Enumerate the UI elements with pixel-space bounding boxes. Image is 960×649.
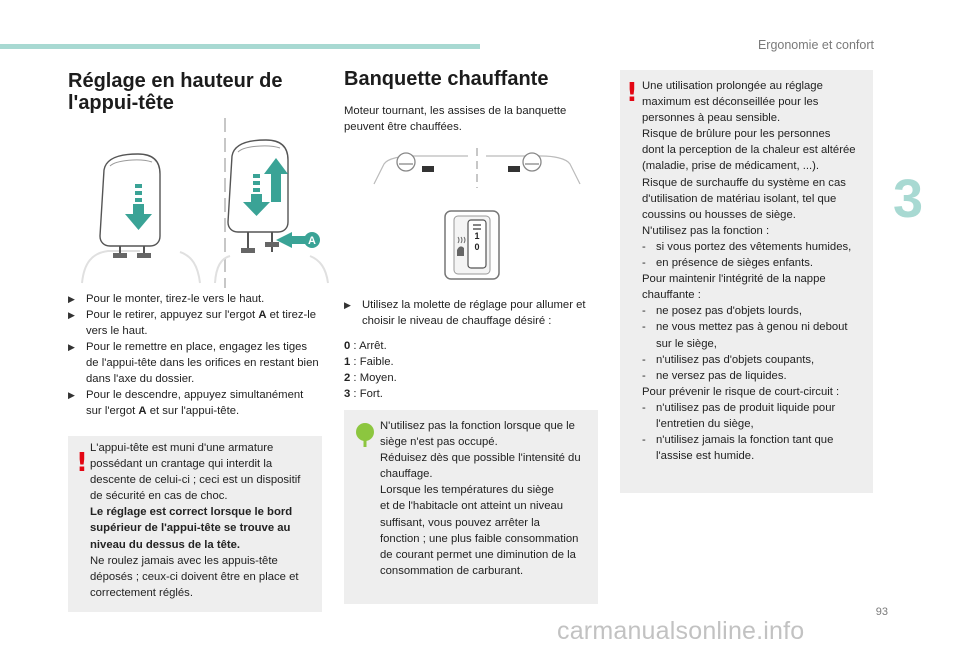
warning-line-text: maximum est déconseillée pour les [642, 96, 819, 109]
warning-line [642, 368, 872, 384]
heating-level-row [344, 338, 397, 354]
heating-knob-illustration [444, 210, 500, 280]
step-text: Pour le remettre en place, engagez les tiges de l'appui-tête dans les orifices en restant bien dans l'axe du dossier. [86, 341, 319, 385]
heated-bench-warning-text [642, 78, 872, 464]
eco-line: Réduisez dès que possible l'intensité du [380, 452, 581, 465]
warning-line [642, 158, 872, 174]
warning-line [642, 78, 872, 94]
heating-level-row [344, 370, 397, 386]
eco-line: et de l'habitacle ont atteint un niveau [380, 500, 564, 513]
warning-line: déposés ; ceux-ci doivent être en place et [90, 570, 299, 583]
warning-line: de sécurité en cas de choc. [90, 490, 228, 503]
warning-line-text: Pour maintenir l'intégrité de la nappe [642, 273, 826, 286]
heating-level-row [344, 386, 397, 402]
bullet-icon: ▶ [68, 294, 75, 304]
warning-line [642, 126, 872, 142]
warning-line [642, 207, 872, 223]
warning-line [642, 287, 872, 303]
level-key: 2 [344, 372, 351, 384]
warning-line-text: en présence de sièges enfants. [656, 257, 814, 270]
warning-exclamation-icon: ! [626, 78, 638, 108]
headrest-steps [68, 291, 322, 419]
eco-line: siège n'est pas occupé. [380, 436, 498, 449]
warning-line-text: chauffante : [642, 289, 701, 302]
headrest-warning-text [90, 440, 318, 601]
warning-line: descente de celui-ci ; ceci est un dispositif [90, 474, 301, 487]
warning-line [642, 223, 872, 239]
level-text: : Faible. [350, 356, 394, 368]
knob-label-0: 0 [474, 242, 480, 252]
headrest-step-item [68, 307, 322, 339]
eco-line: Lorsque les températures du siège [380, 484, 554, 497]
dash-marker: - [642, 369, 646, 382]
headrest-step-item [68, 291, 322, 307]
warning-line [642, 239, 872, 255]
warning-line-text: dont la perception de la chaleur est altérée [642, 144, 856, 157]
warning-line-text: Pour prévenir le risque de court-circuit : [642, 385, 840, 398]
knob-label-1: 1 [474, 231, 480, 241]
warning-line [642, 94, 872, 110]
eco-line: chauffage. [380, 468, 433, 481]
warning-line: Ne roulez jamais avec les appuis-tête [90, 554, 278, 567]
level-key: 3 [344, 388, 351, 400]
warning-line-text: n'utilisez pas de produit liquide pour [656, 401, 836, 414]
warning-line-text: l'assise est humide. [656, 450, 755, 463]
dash-marker: - [642, 240, 646, 253]
warning-line-text: (maladie, prise de médicament, ...). [642, 160, 820, 173]
headrest-illustration [80, 118, 330, 288]
warning-line [642, 303, 872, 319]
headrest-step-item [68, 387, 322, 419]
bullet-icon: ▶ [68, 310, 75, 320]
warning-line-text: personnes à peau sensible. [642, 112, 781, 125]
warning-line: niveau du dessus de la tête. [90, 538, 241, 551]
eco-line: de courant permet une diminution de la [380, 548, 576, 561]
eco-line: N'utilisez pas la fonction lorsque que le [380, 420, 575, 432]
dash-marker: - [642, 321, 646, 334]
warning-line [642, 191, 872, 207]
bullet-icon: ▶ [344, 300, 351, 310]
page-number: 93 [875, 606, 888, 618]
warning-line [642, 384, 872, 400]
warning-exclamation-icon: ! [76, 448, 88, 478]
warning-line-text: sur le siège, [656, 337, 717, 350]
warning-line: possédant un crantage qui interdit la [90, 458, 273, 471]
warning-line-text: d'utilisation de matériau isolant, tel que [642, 192, 837, 205]
dash-marker: - [642, 434, 646, 447]
level-text: : Moyen. [350, 372, 397, 384]
warning-line-text: si vous portez des vêtements humides, [656, 240, 852, 253]
watermark: carmanualsonline.info [557, 617, 805, 645]
header-accent-bar [0, 44, 480, 49]
step-text: et sur l'appui-tête. [146, 405, 240, 417]
warning-line [642, 352, 872, 368]
eco-tip-text [380, 418, 594, 579]
level-text: : Fort. [350, 388, 383, 400]
step-text: Pour le retirer, appuyez sur l'ergot [86, 309, 259, 321]
warning-line-text: ne vous mettez pas à genou ni debout [656, 321, 848, 334]
dash-marker: - [642, 401, 646, 414]
heated-bench-intro: Moteur tournant, les assises de la banquette peuvent être chauffées. [344, 105, 567, 133]
step-text: et tirez-le vers le haut. [86, 309, 317, 337]
warning-line: correctement réglés. [90, 586, 193, 599]
heating-levels [344, 338, 397, 402]
warning-line-text: coussins ou housses de siège. [642, 208, 796, 221]
section-header: Ergonomie et confort [757, 38, 874, 52]
pointer-arrow-icon [276, 232, 308, 248]
eco-line: fonction ; une plus faible consommation [380, 532, 579, 545]
ergot-label: A [138, 405, 147, 417]
headrest-step-item [68, 339, 322, 387]
warning-line [642, 142, 872, 158]
level-key: 0 [344, 340, 351, 352]
chapter-number: 3 [893, 169, 924, 229]
warning-line: L'appui-tête est muni d'une armature [90, 442, 274, 454]
headrest-title: Réglage en hauteur de l'appui-tête [68, 70, 283, 114]
warning-line [642, 416, 872, 432]
warning-line-text: Une utilisation prolongée au réglage [642, 80, 823, 92]
warning-line-text: n'utilisez pas d'objets coupants, [656, 353, 815, 366]
warning-line [642, 432, 872, 448]
bullet-icon: ▶ [68, 390, 75, 400]
warning-line [642, 175, 872, 191]
dashboard-steering-illustration [372, 148, 582, 188]
warning-line-text: n'utilisez jamais la fonction tant que [656, 434, 834, 447]
warning-line-text: l'entretien du siège, [656, 417, 754, 430]
warning-line: Le réglage est correct lorsque le bord [90, 506, 293, 519]
warning-line [642, 336, 872, 352]
warning-line-text: N'utilisez pas la fonction : [642, 224, 770, 237]
heated-bench-title: Banquette chauffante [344, 68, 549, 90]
dash-marker: - [642, 353, 646, 366]
warning-line [642, 400, 872, 416]
dash-marker: - [642, 305, 646, 318]
warning-line: supérieur de l'appui-tête se trouve au [90, 522, 291, 535]
warning-line [642, 110, 872, 126]
step-text: Pour le monter, tirez-le vers le haut. [86, 293, 265, 305]
bullet-icon: ▶ [68, 342, 75, 352]
headrest-warning-box [68, 436, 322, 612]
heating-level-row [344, 354, 397, 370]
eco-line: suffisant, vous pouvez arrêter la [380, 516, 540, 529]
ergot-label: A [258, 309, 267, 321]
warning-line [642, 255, 872, 271]
warning-line-text: Risque de brûlure pour les personnes [642, 128, 831, 141]
warning-line-text: ne versez pas de liquides. [656, 369, 787, 382]
dash-marker: - [642, 257, 646, 270]
level-text: : Arrêt. [350, 340, 387, 352]
warning-line-text: ne posez pas d'objets lourds, [656, 305, 802, 318]
warning-line-text: Risque de surchauffe du système en cas [642, 176, 846, 189]
warning-line [642, 271, 872, 287]
warning-line [642, 448, 872, 464]
label-a-text: A [308, 235, 316, 247]
step-text: Pour le descendre, appuyez simultanément sur l'ergot [86, 389, 304, 417]
heated-bench-step: ▶ Utilisez la molette de réglage pour allumer et choisir le niveau de chauffage désiré : [344, 299, 586, 327]
eco-line: consommation de carburant. [380, 564, 524, 577]
eco-tip-box [344, 410, 598, 604]
heated-bench-warning-box [620, 70, 873, 493]
warning-line [642, 319, 872, 335]
eco-tree-icon [354, 422, 376, 448]
level-key: 1 [344, 356, 351, 368]
